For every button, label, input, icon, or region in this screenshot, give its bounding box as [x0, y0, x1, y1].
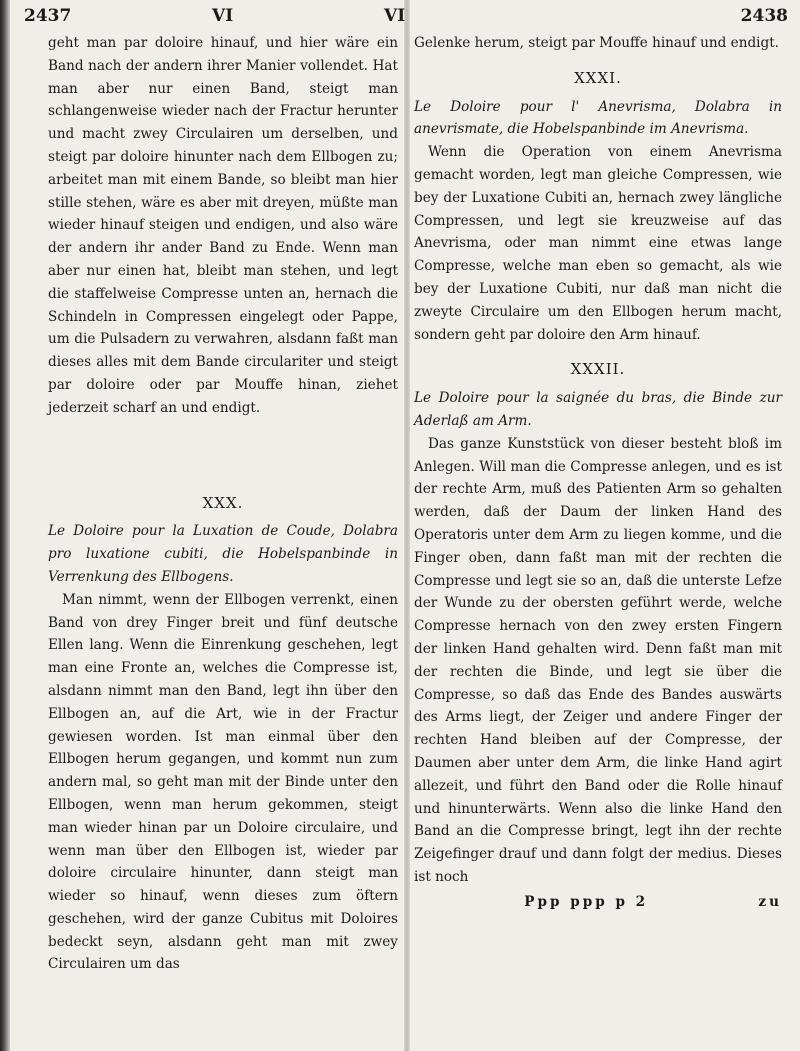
- right-page-header: [384, 0, 798, 32]
- paragraph: geht man par doloire hinauf, und hier wäre ein Band nach der andern ihrer Manier vollendet. Hat man aber nur einen Band, steigt man schlangenweise wieder nach der Fractur herunter und macht zwey Circulairen um derselben, und steigt par doloire hinunter nach dem Ellbogen zu; arbeitet man mit einem Bande, so bleibt man hier stille stehen, wäre es aber mit dreyen, müßte man wieder hinauf steigen und endigen, und also wäre der andern ihr ander Band zu Ende. Wenn man aber nur einen hat, bleibt man stehen, und legt die staffelweise Compresse unten an, hernach die Schindeln in Compressen eingelegt oder Pappe, um die Pulsadern zu verwahren, alsdann faßt man dieses alles mit dem Bande circulariter und steigt par doloire oder par Mouffe hinan, ziehet jederzeit scharf an und endigt.: [48, 35, 398, 416]
- section-title: Le Doloire pour l' Anevrisma, Dolabra in anevrismate, die Hobelspanbinde im Anevrisma.: [414, 98, 782, 138]
- paragraph: Man nimmt, wenn der Ellbogen verrenkt, einen Band von drey Finger breit und fünf deutsche Ellen lang. Wenn die Einrenkung geschehen, legt man eine Fronte an, welches die Compresse ist, alsdann nimmt man den Band, legt ihn über den Ellbogen an, auf die Art, wie in der Fractur gewiesen worden. Ist man einmal über den Ellbogen herum gegangen, und kommt nun zum andern mal, so geht man mit der Binde unter den Ellbogen, wenn man herum gekommen, steigt man wieder hinan par un Doloire circulaire, und wenn man über den Ellbogen ist, wieder par doloire circulaire hinunter, dann steigt man wieder so hinauf, wenn dieses zum öftern geschehen, wird der ganze Cubitus mit Doloires bedeckt seyn, alsdann geht man mit zwey Circulairen um das: [48, 591, 398, 973]
- left-page-body: [14, 32, 402, 976]
- section-number: XXXII.: [570, 360, 626, 379]
- paragraph: Das ganze Kunststück von dieser besteht bloß im Anlegen. Will man die Compresse anlegen, und es ist der rechte Arm, muß des Patienten Arm so gehalten werden, daß der Daum der linken Hand des Operatoris unter dem Arm zu liegen komme, und die Finger oben, dann faßt man mit der rechten die Compresse und legt sie so an, daß die unterste Lefze der Wunde zu der obersten geführt werde, welche Compresse hernach von den zwey ersten Fingern der linken Hand gehalten wird. Denn faßt man mit der rechten die Binde, und legt sie über die Compresse, so daß das Ende des Bandes auswärts des Arms liegt, der Zeiger und andere Finger der rechten Hand bleiben auf der Compresse, der Daumen aber unter dem Arm, die linke Hand agirt allezeit, und führt den Band oder die Rolle hinauf und hinunterwärts. Wenn also die linke Hand den Band an die Compresse bringt, legt ihn der rechte Zeigefinger drauf und dann folgt der medius. Dieses ist noch: [414, 435, 782, 885]
- right-page-body: [414, 32, 798, 913]
- book-edge-shadow: [0, 0, 10, 1051]
- right-page: [384, 0, 798, 1051]
- paragraph: Wenn die Operation von einem Anevrisma gemacht worden, legt man gleiche Compressen, wie bey der Luxatione Cubiti an, hernach zwey längliche Compressen, und legt sie kreuzweise auf das Anevrisma, oder man nimmt eine etwas lange Compresse, welche man eben so gemacht, als wie bey der Luxatione Cubiti, nur daß man nicht die zweyte Circulaire um den Ellbogen herum macht, sondern geht par doloire den Arm hinauf.: [414, 144, 782, 343]
- section-number: XXXI.: [574, 68, 622, 87]
- sheet-mark: VI: [384, 6, 406, 26]
- sheet-mark: VI: [212, 6, 234, 26]
- section-title: Le Doloire pour la saignée du bras, die Binde zur Aderlaß am Arm.: [414, 390, 782, 429]
- catchword: zu: [758, 893, 782, 910]
- page-number: 2437: [24, 6, 72, 26]
- left-page: [14, 0, 402, 1051]
- section-title: Le Doloire pour la Luxation de Coude, Dolabra pro luxatione cubiti, die Hobelspanbinde in Verrenkung des Ellbogens.: [48, 523, 398, 585]
- paragraph: Gelenke herum, steigt par Mouffe hinauf und endigt.: [414, 35, 780, 51]
- section-number: XXX.: [202, 493, 244, 512]
- left-page-header: [14, 0, 402, 32]
- page-number: 2438: [740, 6, 788, 26]
- signature-mark: Ppp ppp p 2: [524, 893, 649, 910]
- footer: [414, 891, 782, 914]
- book-gutter: [404, 0, 410, 1051]
